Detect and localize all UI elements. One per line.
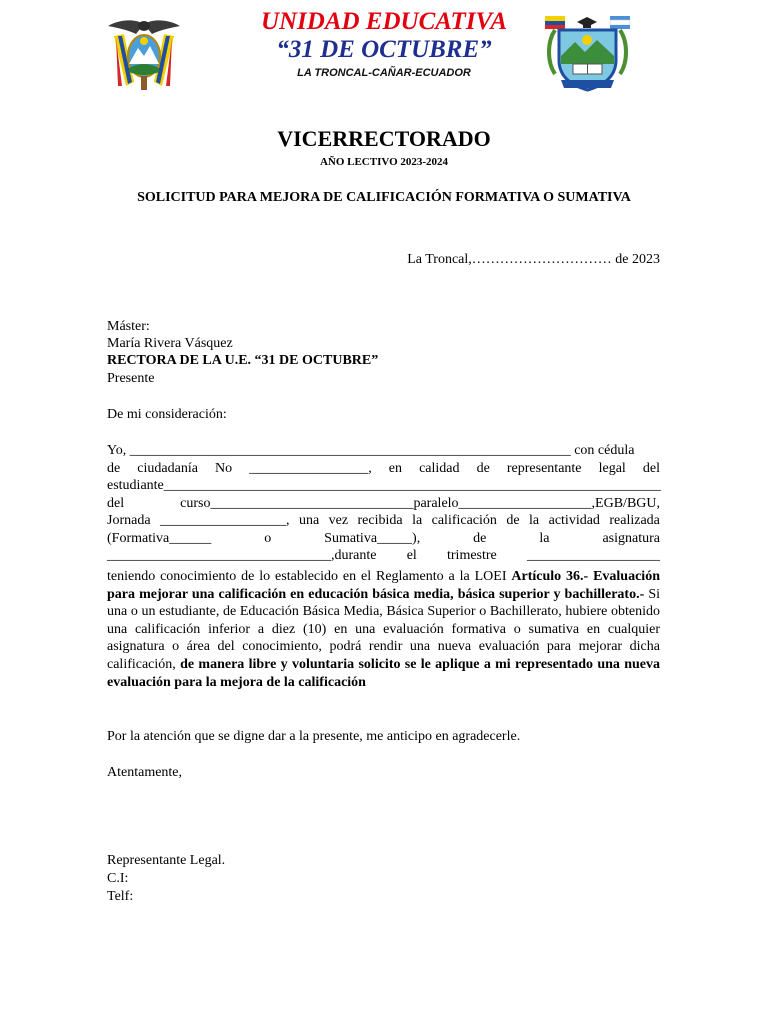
body-paragraph (107, 568, 660, 691)
form-word: legal (598, 460, 626, 476)
form-word: de (107, 460, 121, 476)
presente-label: Presente (107, 371, 155, 386)
form-word: recibida (357, 513, 403, 528)
form-word: estudiante_______________________________________________________________________ (107, 478, 661, 493)
school-location: LA TRONCAL-CAÑAR-ECUADOR (297, 67, 471, 79)
form-word: curso_____________________________paralelo___________________,EGB/BGU, (180, 495, 660, 511)
form-word: Sumativa_____), (324, 530, 421, 546)
school-name-line2: “31 DE OCTUBRE” (276, 36, 492, 63)
form-word: actividad (548, 513, 600, 528)
school-year: AÑO LECTIVO 2023-2024 (319, 156, 449, 168)
date-line: La Troncal,………………………… de 2023 (407, 252, 660, 267)
form-word: asignatura (602, 530, 660, 546)
closing-text: Por la atención que se digne dar a la presente, me anticipo en agradecerle. (107, 729, 521, 744)
form-word: realizada (609, 513, 660, 528)
school-shield-emblem-icon (541, 12, 634, 96)
form-word: ________________________________,durante (107, 548, 377, 563)
form-row (107, 477, 660, 495)
request-title: SOLICITUD PARA MEJORA DE CALIFICACIÓN FORMATIVA O SUMATIVA (137, 190, 631, 205)
form-word: Jornada (107, 513, 151, 528)
form-word: del (642, 460, 660, 476)
form-row (107, 460, 660, 478)
form-word: la (529, 513, 540, 528)
form-row (107, 442, 660, 460)
form-word: Yo, _______________________________________________________________ con cédula (107, 443, 635, 458)
form-word: calidad (419, 460, 460, 476)
form-word: calificación (431, 513, 497, 528)
body-intro: teniendo conocimiento de lo establecido en el Reglamento a la LOEI (107, 569, 512, 584)
signature-role: Representante Legal. (107, 853, 226, 868)
recipient-role: RECTORA DE LA U.E. “31 DE OCTUBRE” (107, 353, 379, 368)
recipient-title: Máster: (107, 319, 150, 334)
document-title: VICERRECTORADO (277, 126, 491, 151)
school-name-line1: UNIDAD EDUCATIVA (260, 8, 508, 35)
form-word: __________________, (160, 513, 290, 528)
form-word: de (476, 460, 490, 476)
form-word: (Formativa______ (107, 530, 212, 546)
form-word: en (388, 460, 403, 476)
form-row (107, 547, 660, 565)
signature-ci: C.I: (107, 871, 129, 886)
signature-phone: Telf: (107, 889, 134, 904)
form-word: ciudadanía (137, 460, 198, 476)
body-request-statement: de manera libre y voluntaria solicito se le aplique a mi representado una nueva evaluación para la mejora de la calificación (107, 656, 660, 690)
form-word: la (412, 513, 423, 528)
form-word: de (473, 530, 487, 546)
ecuador-coat-of-arms-icon (104, 16, 184, 94)
form-row (107, 495, 660, 513)
farewell-text: Atentamente, (107, 765, 183, 780)
form-word: una (298, 513, 320, 528)
form-word: _________________, (249, 460, 372, 476)
recipient-name: María Rivera Vásquez (107, 336, 233, 351)
form-word: trimestre (447, 548, 497, 563)
form-word: el (406, 548, 417, 563)
form-row (107, 512, 660, 530)
form-word: vez (328, 513, 349, 528)
form-word: la (539, 530, 550, 546)
form-fields (107, 442, 660, 565)
form-word: No (215, 460, 233, 476)
form-word: representante (506, 460, 582, 476)
form-word: ___________________ (526, 548, 660, 563)
body-article-text: Si una o un estudiante, de Educación Básica Media, Básica Superior o Bachillerato, hubiere obtenido una calificación inferior a diez (10) en una evaluación formativa o sumativa en cualquier asignatura o área del conocimiento, podrá rendir una nueva evaluación para mejorar dicha calificación, (107, 586, 660, 672)
form-word: o (264, 530, 272, 546)
form-row (107, 530, 660, 548)
form-word: de (506, 513, 520, 528)
form-word: del (107, 495, 125, 511)
body-article-title: Artículo 36.- Evaluación para mejorar una calificación en educación básica media, básica superior y bachillerato.- (107, 569, 660, 602)
greeting: De mi consideración: (107, 407, 227, 422)
